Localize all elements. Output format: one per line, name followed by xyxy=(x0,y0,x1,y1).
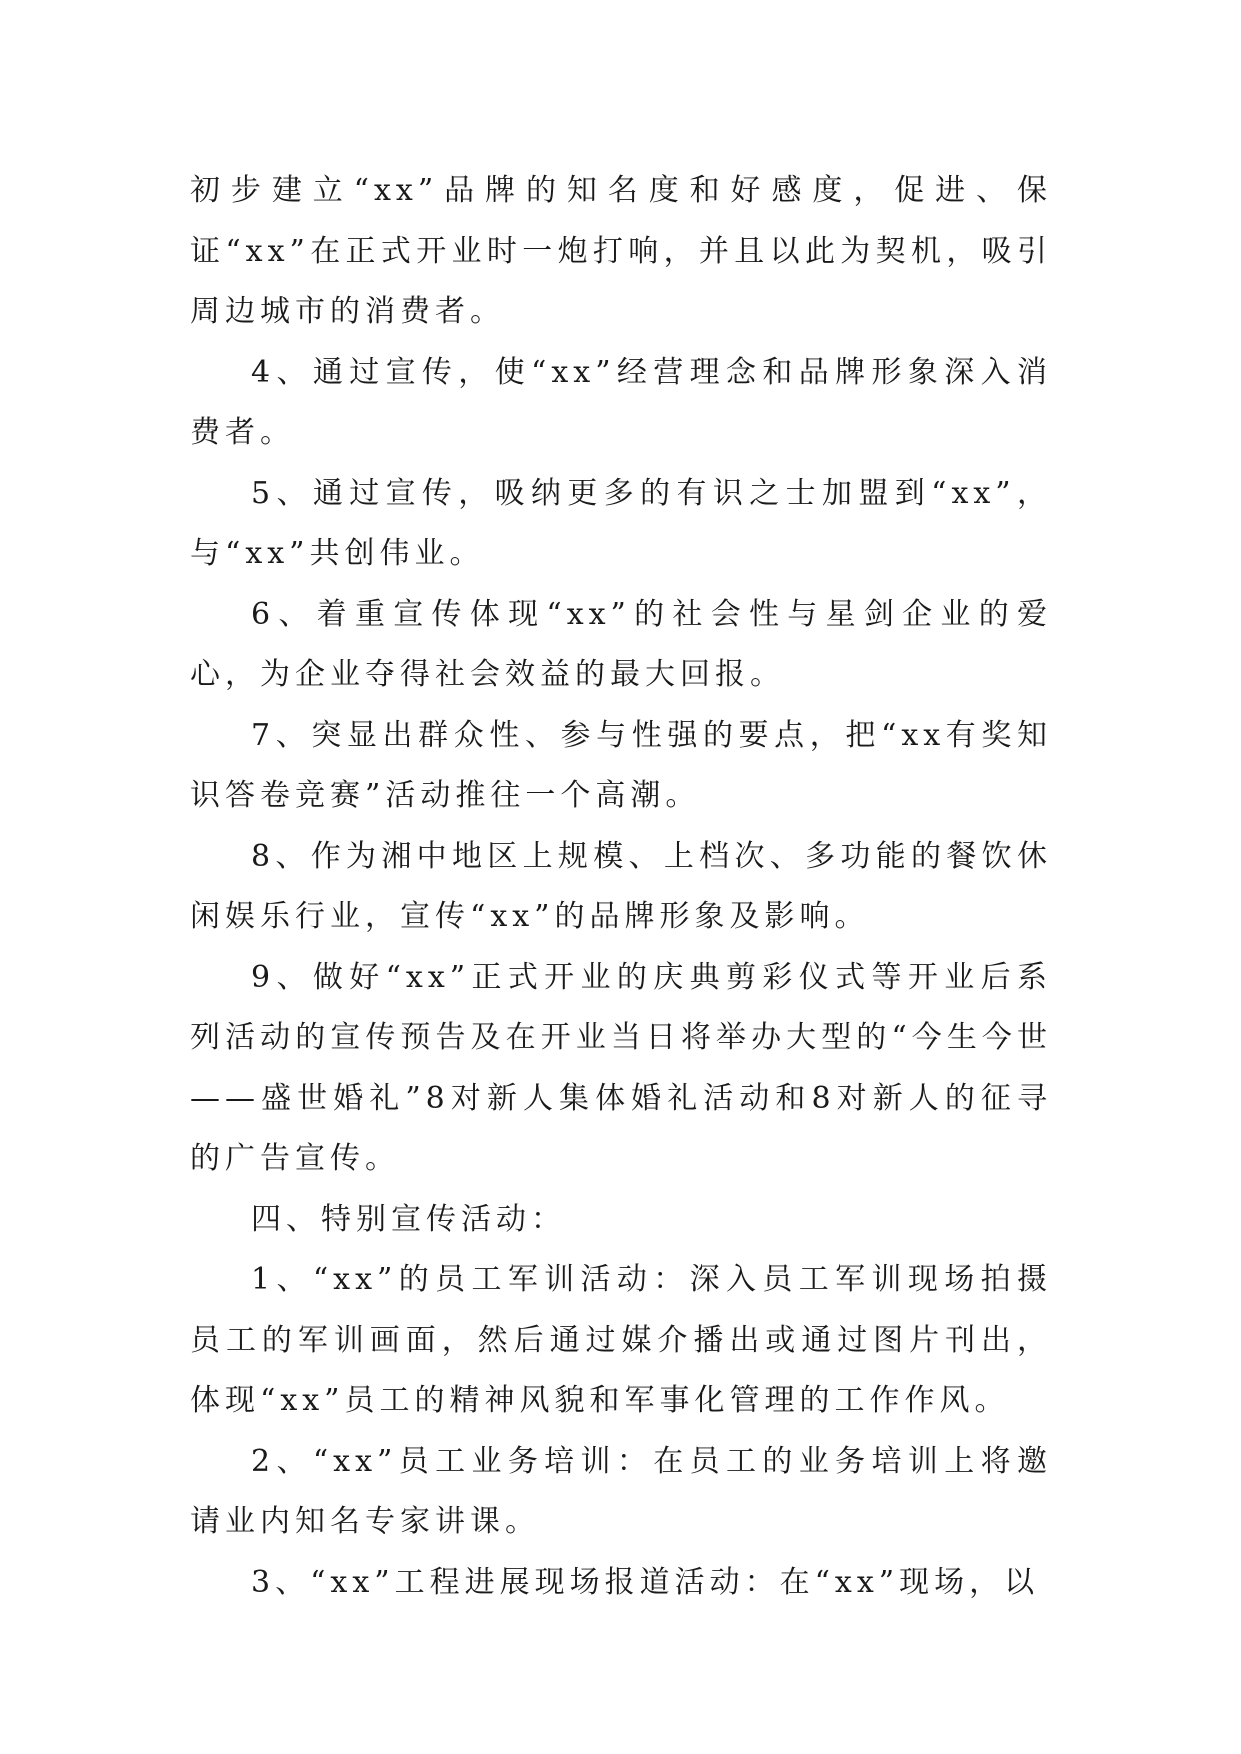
paragraph-item-8: 8、作为湘中地区上规模、上档次、多功能的餐饮休闲娱乐行业，宣传“xx”的品牌形象及影响。 xyxy=(190,838,1052,934)
paragraph-item-6: 6、着重宣传体现“xx”的社会性与星剑企业的爱心，为企业夺得社会效益的最大回报。 xyxy=(190,596,1052,692)
paragraph-special-1: 1、“xx”的员工军训活动：深入员工军训现场拍摄员工的军训画面，然后通过媒介播出或通过图片刊出，体现“xx”员工的精神风貌和军事化管理的工作作风。 xyxy=(190,1262,1052,1418)
section-heading-special-activities: 四、特别宣传活动： xyxy=(251,1201,566,1237)
paragraph-item-5: 5、通过宣传，吸纳更多的有识之士加盟到“xx”，与“xx”共创伟业。 xyxy=(190,475,1052,571)
paragraph-special-3: 3、“xx”工程进展现场报道活动：在“xx”现场，以 xyxy=(251,1564,1040,1600)
document-body xyxy=(190,161,1052,1613)
paragraph-special-2: 2、“xx”员工业务培训：在员工的业务培训上将邀请业内知名专家讲课。 xyxy=(190,1443,1052,1539)
paragraph-item-4: 4、通过宣传，使“xx”经营理念和品牌形象深入消费者。 xyxy=(190,354,1052,450)
paragraph-item-9: 9、做好“xx”正式开业的庆典剪彩仪式等开业后系列活动的宣传预告及在开业当日将举办大型的“今生今世——盛世婚礼”8对新人集体婚礼活动和8对新人的征寻的广告宣传。 xyxy=(190,959,1052,1176)
paragraph-intro-continuation: 初步建立“xx”品牌的知名度和好感度，促进、保证“xx”在正式开业时一炮打响，并且以此为契机，吸引周边城市的消费者。 xyxy=(190,173,1052,329)
paragraph-item-7: 7、突显出群众性、参与性强的要点，把“xx有奖知识答卷竞赛”活动推往一个高潮。 xyxy=(190,717,1052,813)
